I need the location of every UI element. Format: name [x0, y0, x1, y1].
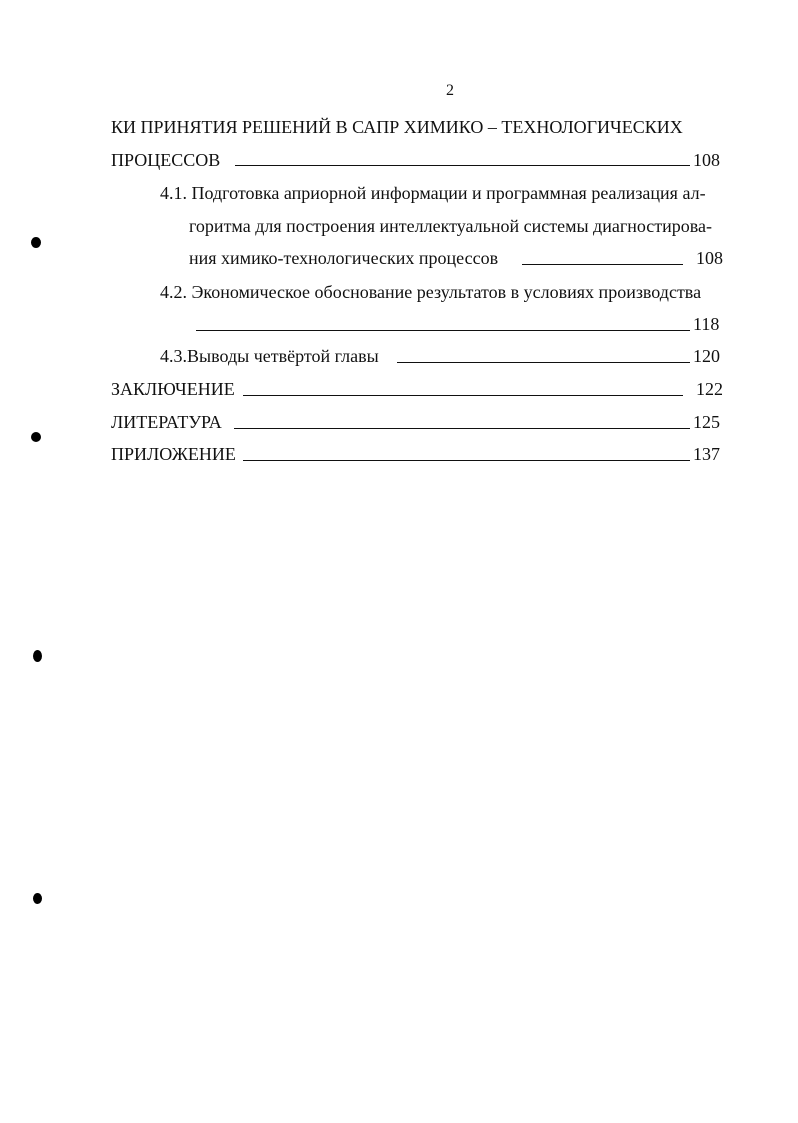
toc-page-number: 118 — [693, 314, 720, 334]
page-number: 2 — [446, 82, 454, 99]
punch-hole-mark — [33, 650, 42, 662]
toc-entry-conclusion: ЗАКЛЮЧЕНИЕ — [111, 379, 235, 399]
punch-hole-mark — [31, 432, 41, 442]
toc-page-number: 108 — [693, 150, 720, 170]
toc-leader — [397, 362, 690, 363]
toc-leader — [522, 264, 683, 265]
toc-leader — [196, 330, 690, 331]
toc-entry-4-1-line3: ния химико-технологических процессов — [189, 248, 499, 268]
toc-page-number: 122 — [696, 379, 723, 399]
toc-page-number: 137 — [693, 444, 720, 464]
toc-entry-4-1-line2: горитма для построения интеллектуальной системы диагностирова- — [189, 216, 713, 236]
toc-entry-appendix: ПРИЛОЖЕНИЕ — [111, 444, 236, 464]
punch-hole-mark — [33, 893, 42, 904]
toc-entry-literature: ЛИТЕРАТУРА — [111, 412, 222, 432]
toc-leader — [234, 428, 690, 429]
toc-page-number: 120 — [693, 346, 720, 366]
toc-entry-4-1-line1: 4.1. Подготовка априорной информации и программная реализация ал- — [160, 183, 706, 203]
toc-page-number: 125 — [693, 412, 720, 432]
toc-entry-chapter4-title-line1: КИ ПРИНЯТИЯ РЕШЕНИЙ В САПР ХИМИКО – ТЕХНОЛОГИЧЕСКИХ — [111, 117, 683, 137]
punch-hole-mark — [31, 237, 41, 248]
toc-leader — [235, 165, 690, 166]
toc-page-number: 108 — [696, 248, 723, 268]
toc-entry-4-2: 4.2. Экономическое обоснование результатов в условиях производства — [160, 282, 702, 302]
toc-entry-chapter4-title-line2: ПРОЦЕССОВ — [111, 150, 221, 170]
toc-leader — [243, 460, 690, 461]
toc-leader — [243, 395, 683, 396]
toc-entry-4-3: 4.3.Выводы четвёртой главы — [160, 346, 379, 366]
